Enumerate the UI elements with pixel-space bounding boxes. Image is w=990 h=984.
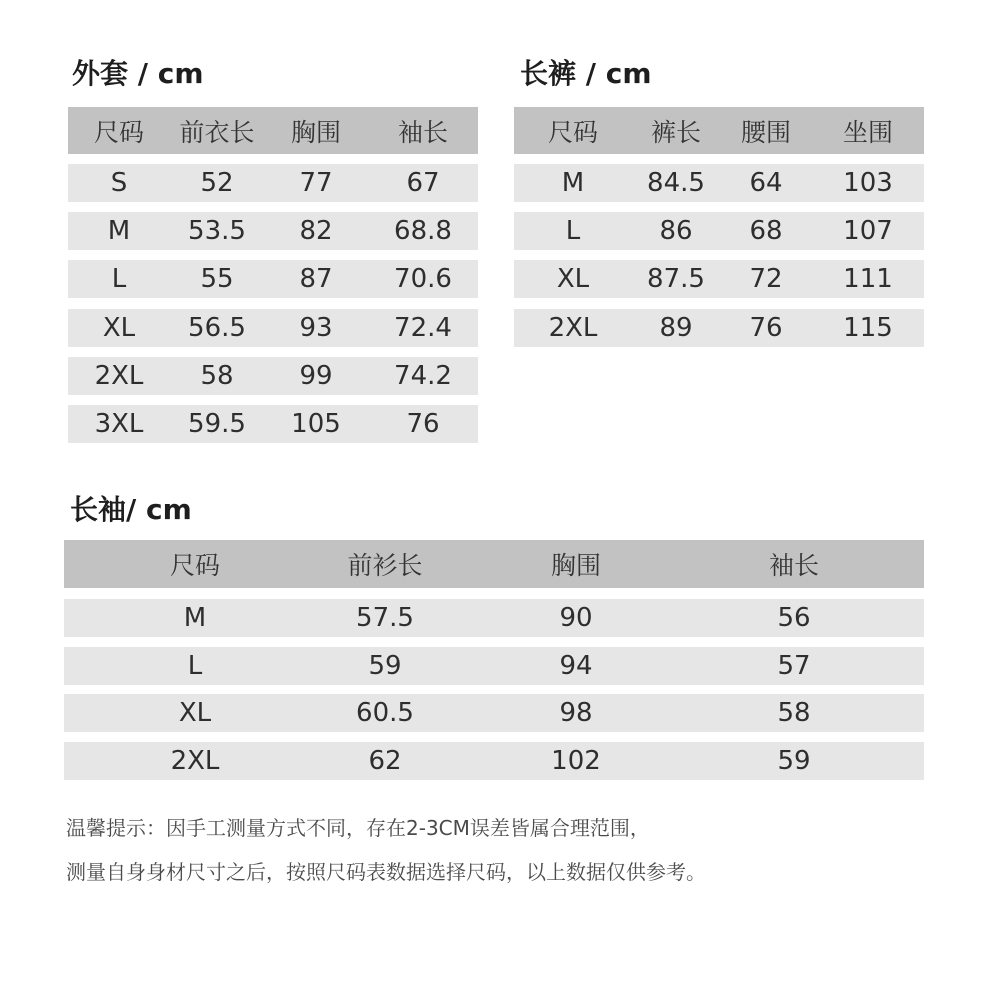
column-header: 前衣长 [179,117,255,147]
measure-cell: 58 [200,361,234,391]
note-line-2: 测量自身身材尺寸之后，按照尺码表数据选择尺码，以上数据仅供参考。 [66,860,706,884]
jacket-title: 外套 / cm [72,57,204,90]
measure-cell: 68 [749,216,783,246]
table-row [64,599,924,637]
table-row [514,309,924,347]
table-row [514,260,924,298]
measure-cell: 55 [200,264,234,294]
measure-cell: 82 [299,216,333,246]
note-line-1: 温馨提示：因手工测量方式不同，存在2-3CM误差皆属合理范围， [66,816,650,840]
size-cell: XL [178,698,212,728]
measure-cell: 59 [777,746,811,776]
measure-cell: 103 [843,168,893,198]
measure-cell: 77 [299,168,333,198]
measure-cell: 115 [843,313,893,343]
table-row [64,742,924,780]
measure-cell: 84.5 [647,168,705,198]
measure-cell: 70.6 [394,264,452,294]
measure-cell: 57.5 [356,603,414,633]
size-cell: M [107,216,131,246]
measure-cell: 56.5 [188,313,246,343]
measure-cell: 74.2 [394,361,452,391]
measure-cell: 94 [559,651,593,681]
column-header: 尺码 [93,117,144,147]
size-cell: L [111,264,127,294]
size-cell: M [183,603,207,633]
column-header: 胸围 [290,117,341,147]
column-header: 前衫长 [347,551,423,580]
column-header: 腰围 [740,117,791,147]
column-header: 尺码 [169,551,220,580]
measure-cell: 99 [299,361,333,391]
measure-cell: 86 [659,216,693,246]
measure-cell: 76 [749,313,783,343]
measure-cell: 76 [406,409,440,439]
measure-cell: 87 [299,264,333,294]
long-sleeve-size-table [64,540,924,780]
measure-cell: 87.5 [647,264,705,294]
jacket-size-table [68,107,478,443]
table-header-row [68,107,478,154]
measure-cell: 89 [659,313,693,343]
measure-cell: 90 [559,603,593,633]
pants-title: 长裤 / cm [520,57,652,90]
size-cell: XL [102,313,136,343]
measure-cell: 53.5 [188,216,246,246]
table-row [514,212,924,250]
pants-size-table [514,107,924,347]
size-cell: L [565,216,581,246]
measure-cell: 59 [368,651,402,681]
measure-cell: 72.4 [394,313,452,343]
table-row [68,164,478,202]
column-header: 胸围 [550,551,601,580]
table-row [68,357,478,395]
size-cell: M [561,168,585,198]
column-header: 袖长 [397,117,448,147]
measure-cell: 93 [299,313,333,343]
measure-cell: 98 [559,698,593,728]
measure-cell: 72 [749,264,783,294]
column-header: 尺码 [547,117,598,147]
size-cell: L [187,651,203,681]
size-cell: S [110,168,128,198]
table-row [68,405,478,443]
measure-cell: 62 [368,746,402,776]
measure-cell: 59.5 [188,409,246,439]
measure-cell: 67 [406,168,440,198]
measure-cell: 111 [843,264,893,294]
column-header: 袖长 [768,551,819,580]
table-header-row [514,107,924,154]
size-cell: 3XL [94,409,144,439]
measure-cell: 68.8 [394,216,452,246]
measure-cell: 107 [843,216,893,246]
table-row [68,309,478,347]
size-cell: XL [556,264,590,294]
size-cell: 2XL [548,313,598,343]
measure-cell: 60.5 [356,698,414,728]
measure-cell: 105 [291,409,341,439]
measure-cell: 56 [777,603,811,633]
column-header: 坐围 [842,117,893,147]
measure-cell: 57 [777,651,811,681]
measure-cell: 64 [749,168,783,198]
measure-cell: 52 [200,168,234,198]
table-row [64,694,924,732]
table-header-row [64,540,924,588]
column-header: 裤长 [650,117,701,147]
measure-cell: 58 [777,698,811,728]
table-row [68,260,478,298]
table-row [514,164,924,202]
table-row [64,647,924,685]
table-row [68,212,478,250]
size-cell: 2XL [94,361,144,391]
long-sleeve-title: 长袖/ cm [70,493,192,526]
measure-cell: 102 [551,746,601,776]
size-cell: 2XL [170,746,220,776]
